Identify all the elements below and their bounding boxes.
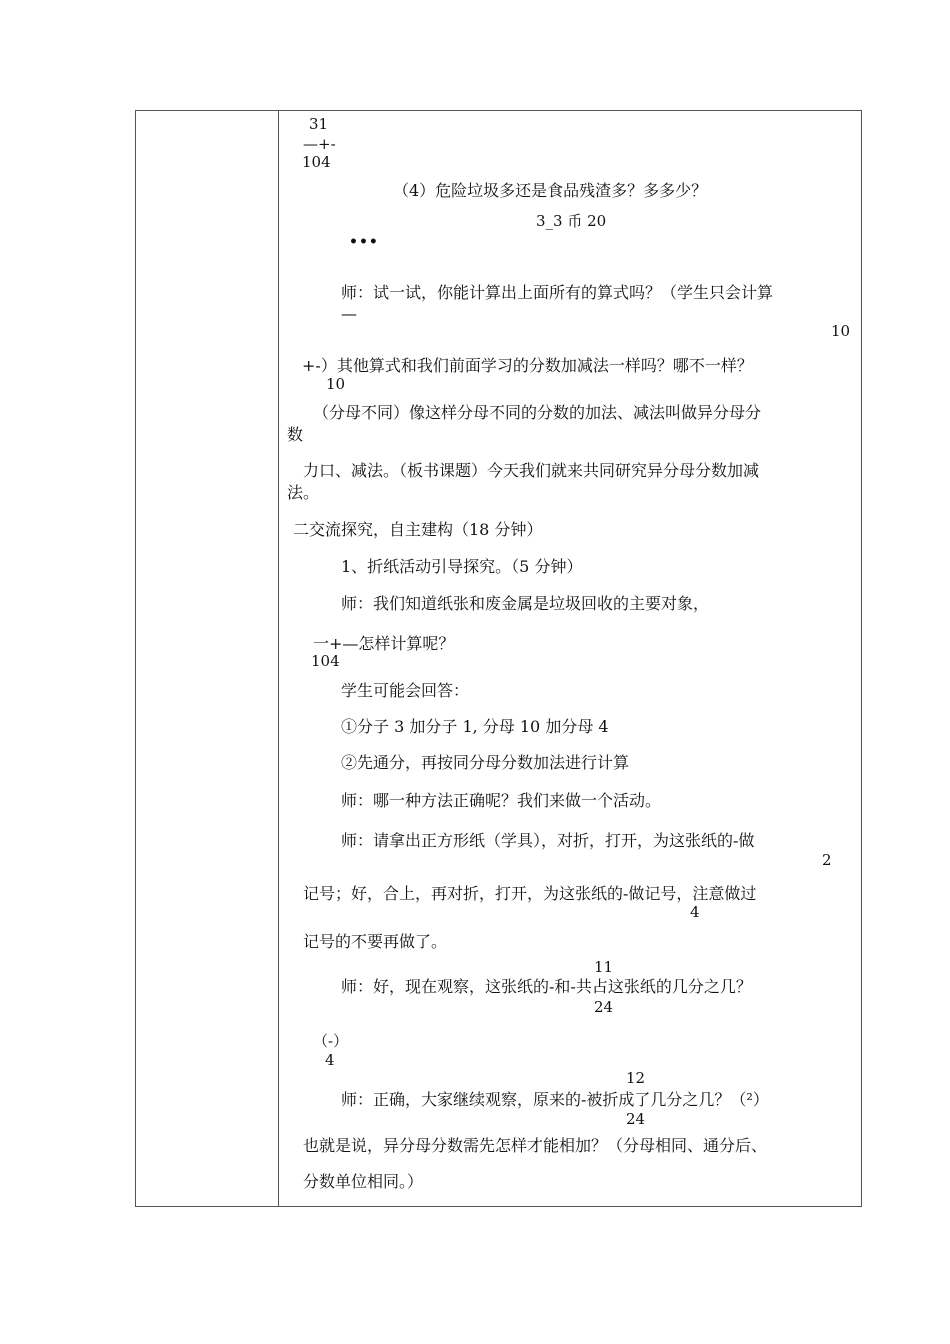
conclusion-line-2: 分数单位相同。） [303, 1172, 424, 1191]
line-plus: +-）其他算式和我们前面学习的分数加减法一样吗？哪不一样？ [302, 356, 753, 375]
teacher-line-2: 师：我们知道纸张和废金属是垃圾回收的主要对象， [341, 594, 710, 613]
calc-question: 一+—怎样计算呢？ [313, 634, 455, 653]
line-different-denominators: （分母不同）像这样分母不同的分数的加法、减法叫做异分母分 [313, 403, 762, 422]
teacher-line-3: 师：哪一种方法正确呢？我们来做一个活动。 [341, 791, 662, 810]
correct-denominator: 24 [626, 1110, 646, 1128]
student-answer-intro: 学生可能会回答： [341, 681, 470, 700]
activity-1: 1、折纸活动引导探究。（5 分钟） [341, 557, 583, 576]
fraction-operator: —+- [303, 135, 336, 153]
mark-line-denominator: 4 [690, 903, 700, 921]
observe-denominator: 24 [594, 998, 614, 1016]
calc-question-denominator: 104 [311, 652, 340, 670]
teacher-line-1-denominator: 10 [831, 322, 851, 340]
answer-fraction-denominator: 4 [325, 1051, 335, 1069]
line-add-subtract: 力口、减法。（板书课题）今天我们就来共同研究异分母分数加减 [303, 461, 760, 480]
lesson-table [135, 110, 862, 1207]
teacher-line-1: 师：试一试，你能计算出上面所有的算式吗？（学生只会计算 [341, 283, 774, 302]
correct-numerator: 12 [626, 1069, 646, 1087]
observe-numerator: 11 [594, 958, 614, 976]
conclusion-line-1: 也就是说，异分母分数需先怎样才能相加？（分母相同、通分后、 [303, 1136, 768, 1155]
mark-line-cont: 记号的不要再做了。 [303, 932, 448, 951]
teacher-line-4-denominator: 2 [822, 851, 832, 869]
ellipsis: ••• [349, 234, 379, 250]
question-4: （4）危险垃圾多还是食品残渣多？多多少？ [393, 181, 708, 200]
fraction-denominator: 104 [302, 153, 331, 171]
teacher-line-4: 师：请拿出正方形纸（学具），对折，打开，为这张纸的-做 [341, 831, 755, 850]
fraction-numerator: 31 [309, 115, 329, 133]
line-add-subtract-cont: 法。 [287, 483, 320, 502]
line-different-denominators-cont: 数 [287, 425, 304, 444]
question-4-expression: 3_3 币 20 [536, 212, 607, 230]
correct-line: 师：正确，大家继续观察，原来的-被折成了几分之几？（²） [341, 1090, 769, 1109]
mark-line: 记号；好，合上，再对折，打开，为这张纸的-做记号，注意做过 [303, 884, 757, 903]
answer-1: ①分子 3 加分子 1, 分母 10 加分母 4 [341, 717, 609, 736]
answer-2: ②先通分，再按同分母分数加法进行计算 [341, 753, 630, 772]
line-plus-denominator: 10 [326, 375, 346, 393]
teacher-line-1-dash: — [341, 304, 357, 323]
observe-line: 师：好，现在观察，这张纸的-和-共占这张纸的几分之几？ [341, 977, 752, 996]
section-2-heading: 二交流探究，自主建构（18 分钟） [293, 520, 543, 539]
left-column [136, 111, 279, 1206]
answer-fraction: （-） [313, 1032, 349, 1050]
